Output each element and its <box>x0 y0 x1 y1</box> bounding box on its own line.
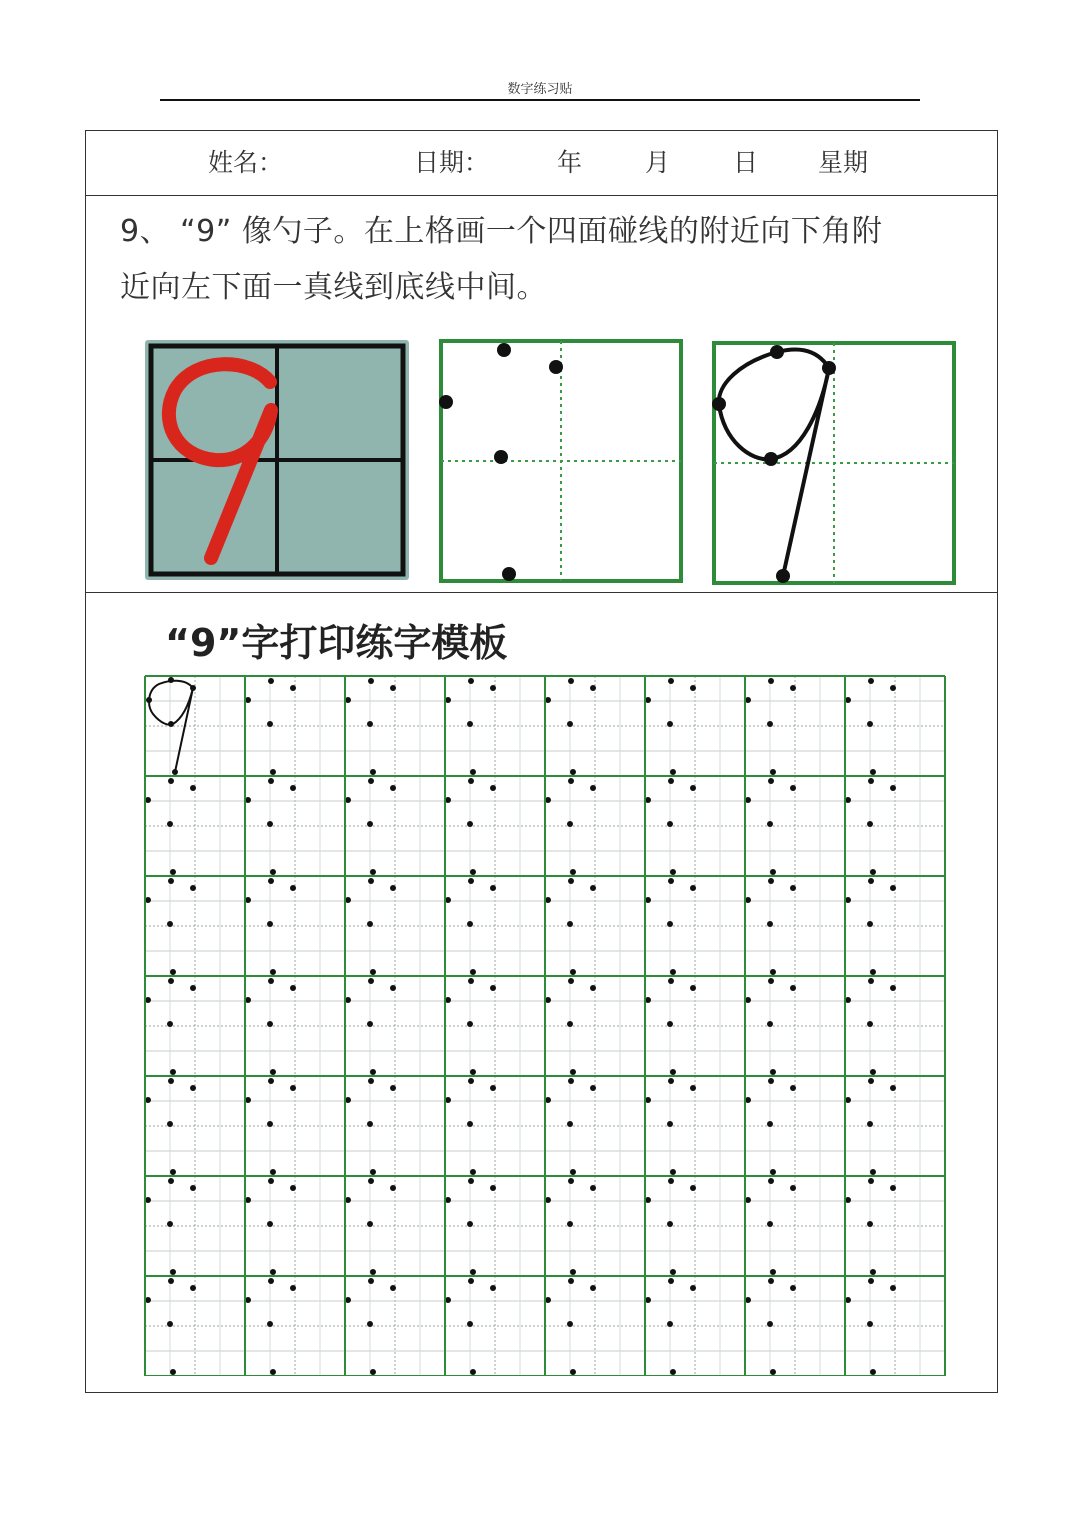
stroke-dot <box>568 778 574 784</box>
stroke-dot <box>667 721 673 727</box>
stroke-dot <box>290 1185 296 1191</box>
practice-cell[interactable] <box>145 1276 245 1376</box>
practice-cell[interactable] <box>845 1176 945 1276</box>
stroke-dot <box>290 985 296 991</box>
stroke-dot <box>468 1278 474 1284</box>
practice-cell[interactable] <box>445 1076 545 1176</box>
stroke-dot <box>770 1269 776 1275</box>
stroke-dot <box>868 1178 874 1184</box>
stroke-dot <box>368 678 374 684</box>
stroke-dot <box>267 1221 273 1227</box>
practice-cell[interactable] <box>145 1076 245 1176</box>
stroke-dot <box>190 785 196 791</box>
stroke-dot <box>267 721 273 727</box>
stroke-dot <box>490 985 496 991</box>
stroke-dot <box>668 878 674 884</box>
stroke-dot <box>470 1269 476 1275</box>
practice-cell[interactable] <box>445 676 545 776</box>
stroke-dot <box>267 1321 273 1327</box>
stroke-dot <box>190 1085 196 1091</box>
stroke-dot <box>670 1169 676 1175</box>
stroke-dot <box>668 1078 674 1084</box>
practice-cell[interactable] <box>645 1276 745 1376</box>
stroke-dot <box>270 869 276 875</box>
practice-cell[interactable] <box>645 1076 745 1176</box>
stroke-dot <box>670 969 676 975</box>
stroke-dot <box>370 1369 376 1375</box>
stroke-dot <box>470 1069 476 1075</box>
practice-cell[interactable] <box>645 976 745 1076</box>
stroke-dot <box>767 721 773 727</box>
stroke-dot <box>590 785 596 791</box>
stroke-dot <box>267 821 273 827</box>
practice-cell[interactable] <box>445 1176 545 1276</box>
example-dot-guide <box>438 338 686 586</box>
stroke-dot <box>790 685 796 691</box>
stroke-dot <box>270 1369 276 1375</box>
stroke-dot <box>270 1069 276 1075</box>
practice-cell[interactable] <box>745 1076 845 1176</box>
stroke-dot <box>590 985 596 991</box>
practice-cell[interactable] <box>345 1276 445 1376</box>
practice-cell[interactable] <box>145 976 245 1076</box>
stroke-dot <box>167 1021 173 1027</box>
stroke-dot <box>468 1078 474 1084</box>
stroke-dot <box>890 885 896 891</box>
instruction-line-1: 9、 “9” 像勺子。在上格画一个四面碰线的附近向下角附 <box>120 214 883 249</box>
stroke-dot <box>370 1169 376 1175</box>
stroke-dot <box>268 1078 274 1084</box>
stroke-dot <box>670 869 676 875</box>
practice-cell[interactable] <box>145 1176 245 1276</box>
stroke-dot <box>190 1185 196 1191</box>
stroke-dot <box>490 785 496 791</box>
practice-cell[interactable] <box>845 776 945 876</box>
stroke-dot <box>370 1269 376 1275</box>
stroke-dot <box>167 921 173 927</box>
stroke-dot <box>470 869 476 875</box>
stroke-dot <box>168 677 174 683</box>
stroke-dot <box>290 1085 296 1091</box>
stroke-dot <box>867 1021 873 1027</box>
stroke-dot <box>567 821 573 827</box>
stroke-dot <box>767 1221 773 1227</box>
stroke-dot <box>570 869 576 875</box>
stroke-dot <box>367 721 373 727</box>
stroke-dot <box>168 1278 174 1284</box>
stroke-dot <box>768 778 774 784</box>
stroke-dot <box>870 969 876 975</box>
stroke-dot <box>367 1121 373 1127</box>
stroke-dot <box>370 769 376 775</box>
stroke-dot <box>470 1169 476 1175</box>
stroke-dot <box>870 1169 876 1175</box>
day-label: 日 <box>733 148 759 177</box>
stroke-dot <box>667 1321 673 1327</box>
stroke-dot <box>667 1021 673 1027</box>
stroke-dot <box>890 685 896 691</box>
stroke-dot <box>767 921 773 927</box>
stroke-dot <box>390 685 396 691</box>
stroke-dot <box>668 1178 674 1184</box>
stroke-dot <box>890 1285 896 1291</box>
practice-title: “9”字打印练字模板 <box>165 621 508 665</box>
stroke-dot <box>467 1321 473 1327</box>
stroke-dot <box>368 1178 374 1184</box>
stroke-dot <box>468 778 474 784</box>
stroke-dot <box>770 1069 776 1075</box>
stroke-dot <box>170 969 176 975</box>
stroke-dot <box>667 1221 673 1227</box>
stroke-dot <box>767 1121 773 1127</box>
stroke-dot <box>367 921 373 927</box>
stroke-dot <box>168 1178 174 1184</box>
stroke-dot <box>668 978 674 984</box>
stroke-dot <box>167 1221 173 1227</box>
stroke-dot <box>690 785 696 791</box>
year-label: 年 <box>557 148 583 177</box>
stroke-dot <box>170 869 176 875</box>
stroke-dot <box>870 869 876 875</box>
stroke-dot <box>768 1078 774 1084</box>
practice-cell[interactable] <box>445 1276 545 1376</box>
practice-cell[interactable] <box>845 976 945 1076</box>
stroke-dot <box>668 678 674 684</box>
stroke-dot <box>390 1185 396 1191</box>
example-traced-nine <box>711 340 959 588</box>
stroke-dot <box>667 921 673 927</box>
practice-cell[interactable] <box>245 1276 345 1376</box>
stroke-dot <box>590 1285 596 1291</box>
stroke-dot <box>868 878 874 884</box>
stroke-dot <box>867 721 873 727</box>
practice-grid <box>143 674 947 1376</box>
stroke-dot <box>790 1085 796 1091</box>
stroke-dot <box>770 1369 776 1375</box>
stroke-dot <box>870 1269 876 1275</box>
stroke-dot <box>168 1078 174 1084</box>
stroke-dot <box>570 1269 576 1275</box>
stroke-dot <box>290 885 296 891</box>
practice-cell[interactable] <box>445 876 545 976</box>
stroke-dot <box>690 685 696 691</box>
practice-cell[interactable] <box>445 776 545 876</box>
stroke-dot <box>270 1269 276 1275</box>
practice-cell[interactable] <box>845 1076 945 1176</box>
stroke-dot <box>267 921 273 927</box>
practice-cell[interactable] <box>845 1276 945 1376</box>
stroke-dot <box>568 1078 574 1084</box>
practice-cell[interactable] <box>345 1076 445 1176</box>
practice-cell[interactable] <box>645 676 745 776</box>
stroke-dot <box>768 978 774 984</box>
practice-cell[interactable] <box>545 1276 645 1376</box>
stroke-dot <box>172 769 178 775</box>
stroke-dot <box>268 1178 274 1184</box>
stroke-dot <box>170 1069 176 1075</box>
stroke-dot <box>670 1369 676 1375</box>
stroke-dot <box>767 821 773 827</box>
info-row-divider <box>85 195 998 196</box>
practice-cell[interactable] <box>245 876 345 976</box>
stroke-dot <box>867 1321 873 1327</box>
stroke-dot <box>770 1169 776 1175</box>
stroke-dot <box>390 1085 396 1091</box>
stroke-dot <box>570 1169 576 1175</box>
stroke-dot <box>768 678 774 684</box>
stroke-dot <box>468 878 474 884</box>
stroke-dot <box>868 1278 874 1284</box>
stroke-dot <box>870 1069 876 1075</box>
stroke-dot <box>368 878 374 884</box>
stroke-dot <box>790 985 796 991</box>
stroke-dot <box>870 1369 876 1375</box>
stroke-dot <box>146 697 152 703</box>
stroke-dot <box>367 1021 373 1027</box>
stroke-dot <box>490 885 496 891</box>
stroke-dot <box>767 1321 773 1327</box>
stroke-dot <box>267 1021 273 1027</box>
stroke-dot <box>467 821 473 827</box>
stroke-dot <box>467 1121 473 1127</box>
practice-cell[interactable] <box>545 876 645 976</box>
practice-cell[interactable] <box>345 876 445 976</box>
stroke-dot <box>868 678 874 684</box>
stroke-dot <box>770 769 776 775</box>
stroke-dot <box>170 1369 176 1375</box>
stroke-dot <box>570 969 576 975</box>
stroke-dot <box>190 685 196 691</box>
stroke-dot <box>270 1169 276 1175</box>
stroke-dot <box>467 921 473 927</box>
practice-cell[interactable] <box>745 876 845 976</box>
practice-cell[interactable] <box>545 776 645 876</box>
practice-cell[interactable] <box>545 676 645 776</box>
practice-cell[interactable] <box>245 1176 345 1276</box>
stroke-dot <box>567 1121 573 1127</box>
stroke-dot <box>390 1285 396 1291</box>
stroke-dot <box>867 921 873 927</box>
month-label: 月 <box>645 148 671 177</box>
stroke-dot <box>468 1178 474 1184</box>
practice-cell[interactable] <box>745 1276 845 1376</box>
practice-cell[interactable] <box>545 1076 645 1176</box>
stroke-dot <box>470 969 476 975</box>
stroke-dot <box>270 769 276 775</box>
stroke-dot <box>470 769 476 775</box>
stroke-dot <box>867 1121 873 1127</box>
stroke-dot <box>590 1085 596 1091</box>
stroke-dot <box>490 685 496 691</box>
stroke-dot <box>467 1221 473 1227</box>
stroke-dot <box>467 1021 473 1027</box>
stroke-dot <box>790 885 796 891</box>
stroke-dot <box>770 969 776 975</box>
stroke-dot <box>170 1269 176 1275</box>
practice-cell[interactable] <box>145 676 245 776</box>
practice-cell[interactable] <box>145 876 245 976</box>
stroke-dot <box>790 1285 796 1291</box>
stroke-dot <box>267 1121 273 1127</box>
date-label: 日期： <box>414 148 490 177</box>
stroke-dot <box>590 685 596 691</box>
stroke-dot <box>168 878 174 884</box>
stroke-dot <box>868 978 874 984</box>
stroke-dot <box>268 978 274 984</box>
page-header-title: 数字练习贴 <box>507 82 573 97</box>
stroke-dot <box>168 721 174 727</box>
stroke-dot <box>268 1278 274 1284</box>
practice-cell[interactable] <box>845 676 945 776</box>
stroke-dot <box>190 885 196 891</box>
stroke-dot <box>468 678 474 684</box>
stroke-dot <box>567 1221 573 1227</box>
stroke-dot <box>690 1285 696 1291</box>
stroke-dot <box>390 785 396 791</box>
stroke-dot <box>490 1285 496 1291</box>
stroke-dot <box>570 1069 576 1075</box>
practice-cell[interactable] <box>645 876 745 976</box>
stroke-dot <box>190 1285 196 1291</box>
stroke-dot <box>590 885 596 891</box>
lesson-divider <box>85 592 998 593</box>
stroke-dot <box>467 721 473 727</box>
stroke-dot <box>367 821 373 827</box>
stroke-dot <box>568 678 574 684</box>
stroke-dot <box>368 1278 374 1284</box>
practice-cell[interactable] <box>545 1176 645 1276</box>
instruction-line-2: 近向左下面一真线到底线中间。 <box>120 270 547 305</box>
stroke-dot <box>868 1078 874 1084</box>
header-rule <box>160 99 920 101</box>
stroke-dot <box>890 785 896 791</box>
stroke-dot <box>670 769 676 775</box>
stroke-dot <box>790 785 796 791</box>
stroke-dot <box>468 978 474 984</box>
stroke-dot <box>370 969 376 975</box>
practice-cell[interactable] <box>745 976 845 1076</box>
stroke-dot <box>168 778 174 784</box>
stroke-dot <box>690 1085 696 1091</box>
stroke-dot <box>367 1221 373 1227</box>
practice-cell[interactable] <box>245 676 345 776</box>
stroke-dot <box>870 769 876 775</box>
stroke-dot <box>667 1121 673 1127</box>
practice-cell[interactable] <box>245 1076 345 1176</box>
stroke-dot <box>390 885 396 891</box>
stroke-dot <box>368 978 374 984</box>
stroke-dot <box>268 878 274 884</box>
practice-cell[interactable] <box>745 776 845 876</box>
practice-cell[interactable] <box>345 676 445 776</box>
stroke-dot <box>570 769 576 775</box>
stroke-dot <box>690 985 696 991</box>
stroke-dot <box>270 969 276 975</box>
stroke-dot <box>368 1078 374 1084</box>
stroke-dot <box>790 1185 796 1191</box>
stroke-dot <box>568 1278 574 1284</box>
stroke-dot <box>890 985 896 991</box>
stroke-dot <box>867 1221 873 1227</box>
stroke-dot <box>770 869 776 875</box>
stroke-dot <box>290 685 296 691</box>
stroke-dot <box>167 1321 173 1327</box>
stroke-dot <box>290 1285 296 1291</box>
stroke-dot <box>567 1021 573 1027</box>
stroke-dot <box>367 1321 373 1327</box>
lesson-instruction <box>120 204 980 316</box>
name-label: 姓名： <box>208 148 284 177</box>
stroke-dot <box>768 1278 774 1284</box>
practice-cell[interactable] <box>345 976 445 1076</box>
stroke-dot <box>670 1269 676 1275</box>
stroke-dot <box>768 1178 774 1184</box>
stroke-dot <box>768 878 774 884</box>
practice-cell[interactable] <box>245 976 345 1076</box>
stroke-dot <box>670 1069 676 1075</box>
practice-cell[interactable] <box>645 1176 745 1276</box>
stroke-dot <box>290 785 296 791</box>
stroke-dot <box>690 885 696 891</box>
stroke-dot <box>390 985 396 991</box>
stroke-dot <box>268 778 274 784</box>
example-red-nine <box>145 340 409 580</box>
stroke-dot <box>668 778 674 784</box>
stroke-dot <box>370 869 376 875</box>
stroke-dot <box>890 1185 896 1191</box>
stroke-dot <box>168 978 174 984</box>
stroke-dot <box>667 821 673 827</box>
stroke-dot <box>568 1178 574 1184</box>
stroke-dot <box>170 1169 176 1175</box>
practice-cell[interactable] <box>145 776 245 876</box>
weekday-label: 星期 <box>818 148 869 177</box>
stroke-dot <box>570 1369 576 1375</box>
stroke-dot <box>190 985 196 991</box>
practice-cell[interactable] <box>545 976 645 1076</box>
practice-cell[interactable] <box>245 776 345 876</box>
stroke-dot <box>567 921 573 927</box>
stroke-dot <box>690 1185 696 1191</box>
stroke-dot <box>368 778 374 784</box>
stroke-dot <box>370 1069 376 1075</box>
stroke-dot <box>167 821 173 827</box>
practice-cell[interactable] <box>845 876 945 976</box>
practice-cell[interactable] <box>645 776 745 876</box>
stroke-dot <box>590 1185 596 1191</box>
stroke-dot <box>490 1185 496 1191</box>
stroke-dot <box>668 1278 674 1284</box>
stroke-dot <box>568 978 574 984</box>
stroke-dot <box>767 1021 773 1027</box>
stroke-dot <box>567 1321 573 1327</box>
stroke-dot <box>567 721 573 727</box>
stroke-dot <box>867 821 873 827</box>
practice-cell[interactable] <box>745 1176 845 1276</box>
stroke-dot <box>470 1369 476 1375</box>
stroke-dot <box>890 1085 896 1091</box>
stroke-dot <box>268 678 274 684</box>
stroke-dot <box>868 778 874 784</box>
practice-cell[interactable] <box>345 1176 445 1276</box>
stroke-dot <box>568 878 574 884</box>
stroke-dot <box>167 1121 173 1127</box>
practice-cell[interactable] <box>745 676 845 776</box>
practice-cell[interactable] <box>345 776 445 876</box>
stroke-dot <box>490 1085 496 1091</box>
practice-cell[interactable] <box>445 976 545 1076</box>
